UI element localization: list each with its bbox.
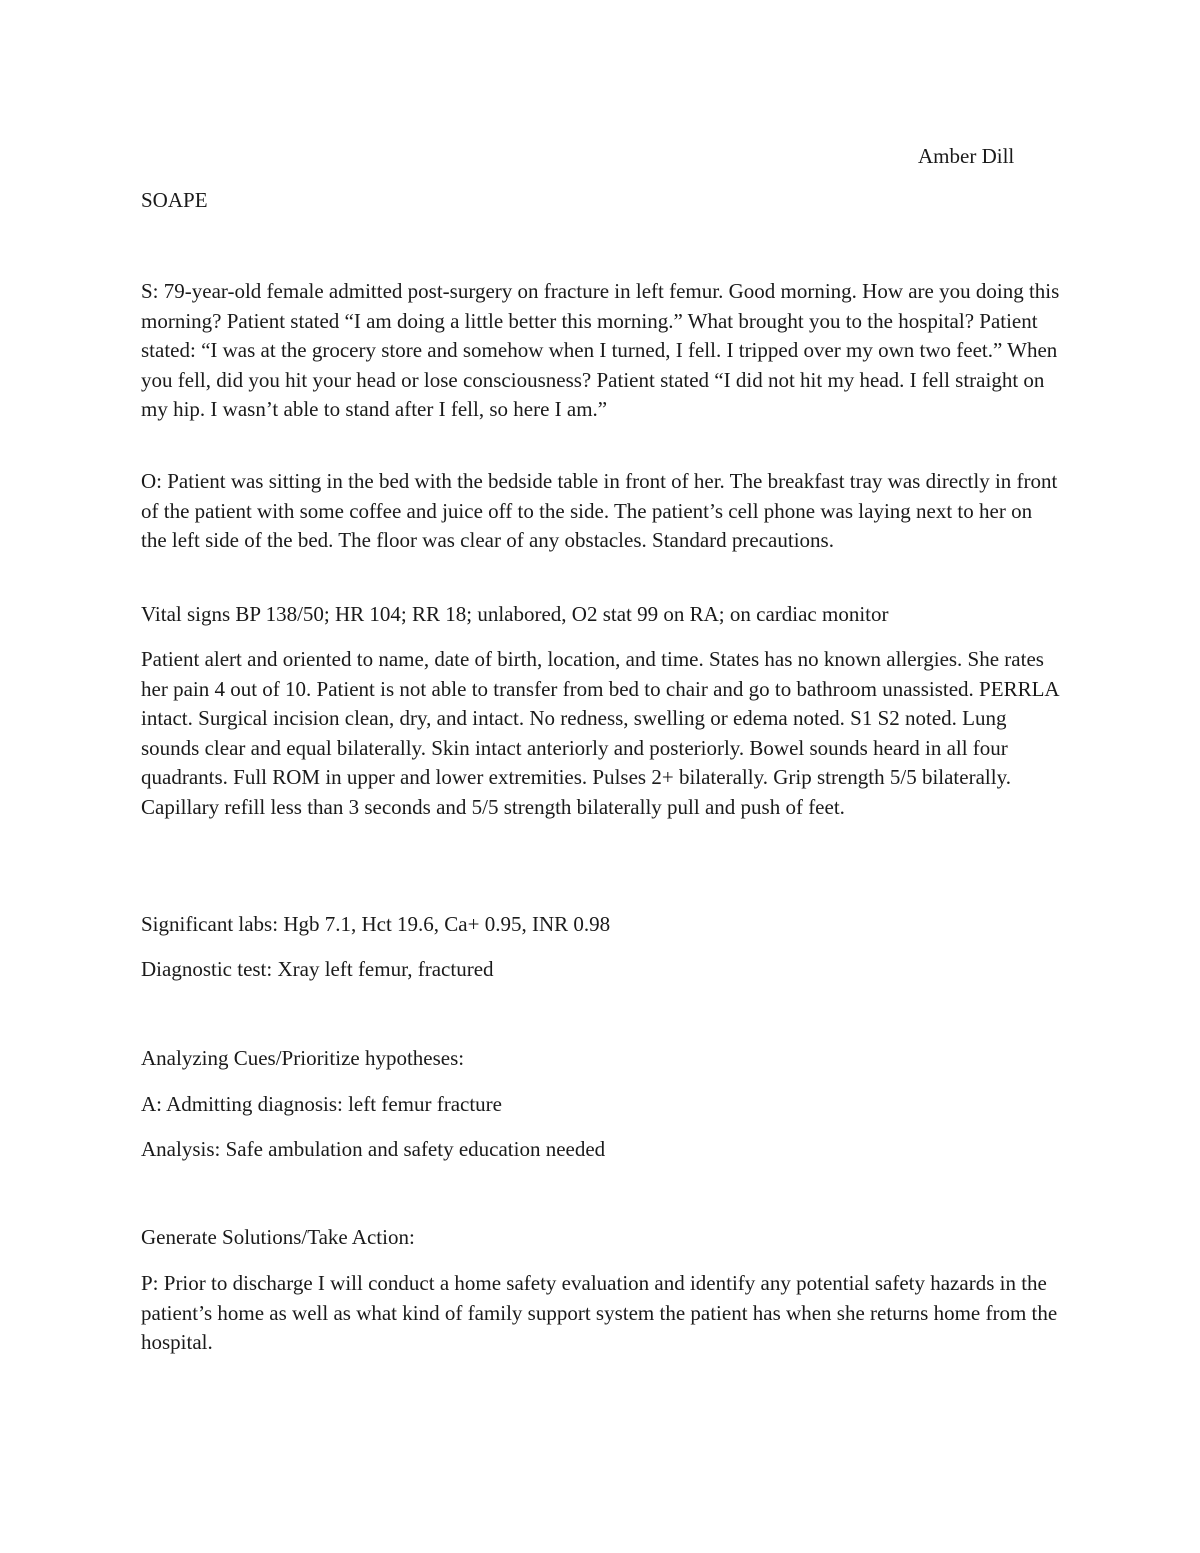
labs-paragraph: Significant labs: Hgb 7.1, Hct 19.6, Ca+ 0.95, INR 0.98 xyxy=(141,912,611,936)
author-name: Amber Dill xyxy=(918,144,1015,168)
assessment-findings-paragraph: Patient alert and oriented to name, date of birth, location, and time. States has no known allergies. She rates her pain 4 out of 10. Patient is not able to transfer from bed to chair and go to bathroom unassisted. PERRLA intact. Surgical incision clean, dry, and intact. No redness, swelling or edema noted. S1 S2 noted. Lung sounds clear and equal bilaterally. Skin intact anteriorly and posteriorly. Bowel sounds heard in all four quadrants. Full ROM in upper and lower extremities. Pulses 2+ bilaterally. Grip strength 5/5 bilaterally. Capillary refill less than 3 seconds and 5/5 strength bilaterally pull and push of feet. xyxy=(141,647,1059,819)
solutions-heading: Generate Solutions/Take Action: xyxy=(141,1225,415,1249)
vital-signs-paragraph: Vital signs BP 138/50; HR 104; RR 18; unlabored, O2 stat 99 on RA; on cardiac monitor xyxy=(141,602,889,626)
analyzing-heading: Analyzing Cues/Prioritize hypotheses: xyxy=(141,1046,465,1070)
admitting-diagnosis-paragraph: A: Admitting diagnosis: left femur fracture xyxy=(141,1092,502,1116)
document-title: SOAPE xyxy=(141,188,208,212)
objective-paragraph: O: Patient was sitting in the bed with the bedside table in front of her. The breakfast tray was directly in front of the patient with some coffee and juice off to the side. The patient’s cell phone was laying next to her on the left side of the bed. The floor was clear of any obstacles. Standard precautions. xyxy=(141,469,1058,552)
analysis-paragraph: Analysis: Safe ambulation and safety education needed xyxy=(141,1137,606,1161)
diagnostic-paragraph: Diagnostic test: Xray left femur, fractured xyxy=(141,957,494,981)
plan-paragraph: P: Prior to discharge I will conduct a home safety evaluation and identify any potential safety hazards in the patient’s home as well as what kind of family support system the patient has when she returns home from the hospital. xyxy=(141,1271,1058,1354)
subjective-paragraph: S: 79-year-old female admitted post-surgery on fracture in left femur. Good morning. How are you doing this morning? Patient stated “I am doing a little better this morning.” What brought you to the hospital? Patient stated: “I was at the grocery store and somehow when I turned, I fell. I tripped over my own two feet.” When you fell, did you hit your head or lose consciousness? Patient stated “I did not hit my head. I fell straight on my hip. I wasn’t able to stand after I fell, so here I am.” xyxy=(141,279,1060,421)
